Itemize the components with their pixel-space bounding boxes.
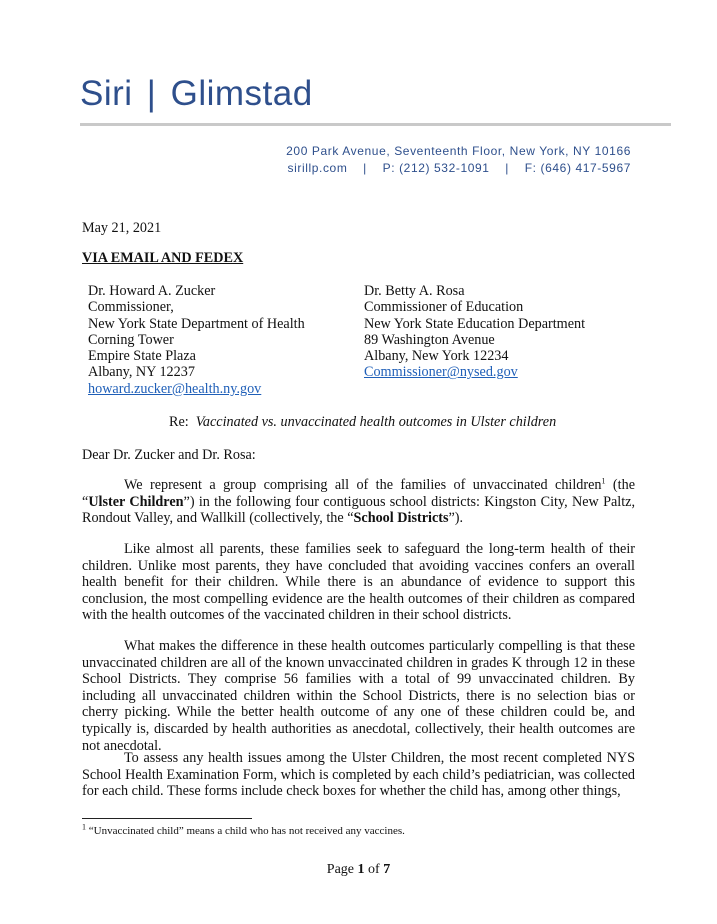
defined-term-school-districts: School Districts [353,510,449,527]
re-label: Re: [169,414,189,430]
recipient-org: New York State Education Department [364,315,586,332]
footnote-text: “Unvaccinated child” means a child who has not received any vaccines. [86,825,405,837]
page-total: 7 [383,862,391,877]
page-middle: of [364,862,384,877]
letterhead-rule [80,123,671,126]
footnote-rule [82,818,252,819]
paragraph-1 [82,477,635,527]
re-line [169,414,556,431]
recipient-right [364,283,585,381]
logo-word-siri: Siri [80,74,133,113]
recipient-city: Albany, NY 12237 [88,364,195,381]
delivery-method: VIA EMAIL AND FEDEX [82,250,244,266]
page-current: 1 [357,862,365,877]
para1-text-d: ”). [448,510,464,527]
page-prefix: Page [326,862,358,877]
recipient-title: Commissioner, [88,299,174,316]
para1-text-b: (the “ [82,477,635,510]
firm-address: 200 Park Avenue, Seventeenth Floor, New York, NY 10166 [286,144,631,158]
footnote [82,822,405,837]
recipient-city: Albany, New York 12234 [364,348,509,365]
para1-text-a: We represent a group comprising all of the families of unvaccinated children [124,477,602,493]
recipient-address-1: Corning Tower [88,331,174,348]
re-subject: Vaccinated vs. unvaccinated health outcomes in Ulster children [195,414,557,430]
logo-word-glimstad: Glimstad [170,74,313,113]
page-number [0,862,717,878]
recipient-name: Dr. Howard A. Zucker [88,283,216,299]
recipient-org: New York State Department of Health [88,315,305,332]
letter-date: May 21, 2021 [82,220,162,236]
paragraph-3: What makes the difference in these health outcomes particularly compelling is that these unvaccinated children are all of the known unvaccinated children in grades K through 12 in these School Districts. They comprise 56 families with a total of 99 unvaccinated children. By including all unvaccinated children within the School Districts, there is no selection bias or cherry picking. While the better health outcome of any one of these children could be, and typically is, discarded by health authorities as anecdotal, collectively, their health outcomes are not anecdotal. [82,638,635,754]
footnote-ref: 1 [601,476,606,486]
recipient-email-link[interactable]: Commissioner@nysed.gov [364,364,518,381]
paragraph-4: To assess any health issues among the Ulster Children, the most recent completed NYS School Health Examination Form, which is completed by each child’s pediatrician, was collected for each child. These forms include check boxes for whether the child has, among other things, [82,750,635,800]
para1-text-c: ”) in the following four contiguous school districts: Kingston City, New Paltz, Rondout Valley, and Wallkill (collectively, the “ [82,493,635,527]
firm-contact: sirillp.com | P: (212) 532-1091 | F: (646) 417-5967 [287,161,631,175]
salutation: Dear Dr. Zucker and Dr. Rosa: [82,447,256,463]
recipient-name: Dr. Betty A. Rosa [364,283,465,299]
recipient-address-1: 89 Washington Avenue [364,331,495,348]
recipient-title: Commissioner of Education [364,299,524,316]
paragraph-2: Like almost all parents, these families seek to safeguard the long-term health of their children. Unlike most parents, they have concluded that avoiding vaccines confers an overall health benefit for their children. While there is an abundance of evidence to support this conclusion, the most compelling evidence are the health outcomes of their children as compared with the health outcomes of the vaccinated children in their school districts. [82,541,635,624]
recipient-address-2: Empire State Plaza [88,348,196,365]
firm-logo [80,74,313,114]
recipient-email-link[interactable]: howard.zucker@health.ny.gov [88,380,262,397]
logo-separator: | [146,74,157,113]
defined-term-ulster-children: Ulster Children [88,493,184,510]
recipient-left [88,283,305,397]
footnote-number: 1 [82,822,86,832]
